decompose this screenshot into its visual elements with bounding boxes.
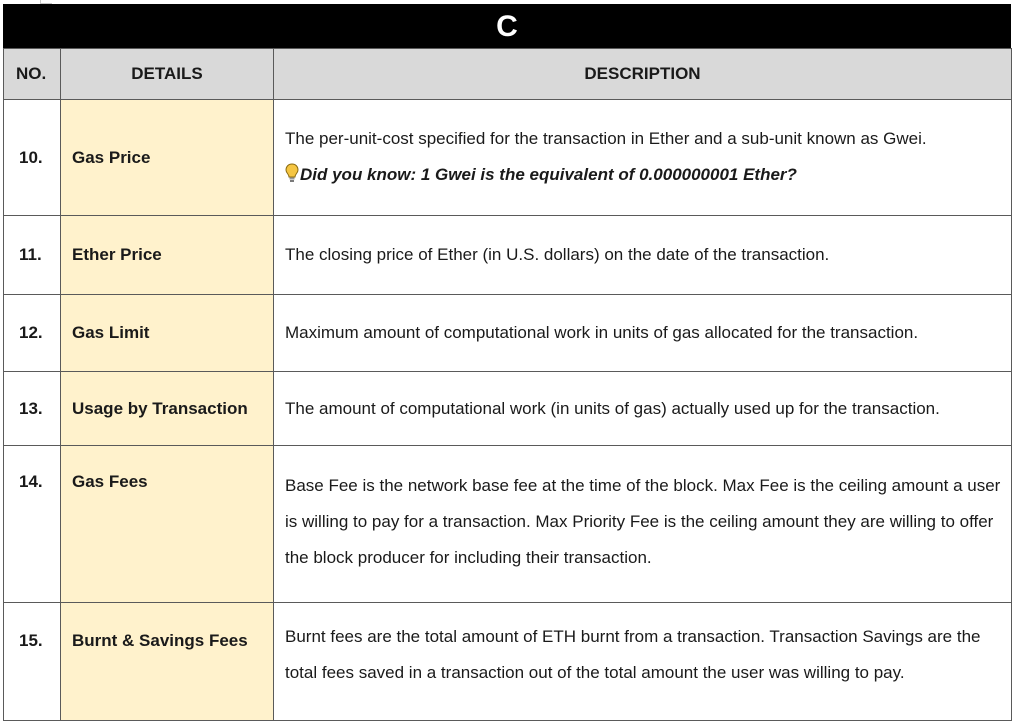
- reference-sheet: [3, 4, 1011, 721]
- lightbulb-icon: [285, 160, 299, 196]
- column-header-no: NO.: [4, 49, 61, 100]
- row-detail: Usage by Transaction: [61, 372, 274, 446]
- row-number: 15.: [4, 603, 61, 721]
- table-row: [4, 216, 1012, 295]
- column-header-description: DESCRIPTION: [274, 49, 1012, 100]
- header-row: [4, 49, 1012, 100]
- table-row: [4, 295, 1012, 372]
- row-detail: Ether Price: [61, 216, 274, 295]
- row-detail: Burnt & Savings Fees: [61, 603, 274, 721]
- column-header-details: DETAILS: [61, 49, 274, 100]
- row-number: 11.: [4, 216, 61, 295]
- row-description: [274, 100, 1012, 216]
- table-row: [4, 372, 1012, 446]
- row-description: The amount of computational work (in units of gas) actually used up for the transaction.: [274, 372, 1012, 446]
- row-detail: Gas Limit: [61, 295, 274, 372]
- row-number: 12.: [4, 295, 61, 372]
- table-row: [4, 603, 1012, 721]
- row-description: Base Fee is the network base fee at the time of the block. Max Fee is the ceiling amount a user is willing to pay for a transaction. Max Priority Fee is the ceiling amount they are willing to offer the block producer for including their transaction.: [274, 446, 1012, 603]
- row-detail: Gas Fees: [61, 446, 274, 603]
- tip-text: Did you know: 1 Gwei is the equivalent of 0.000000001 Ether?: [300, 165, 797, 184]
- row-description: The closing price of Ether (in U.S. dollars) on the date of the transaction.: [274, 216, 1012, 295]
- row-description: Maximum amount of computational work in units of gas allocated for the transaction.: [274, 295, 1012, 372]
- did-you-know-tip: [285, 157, 1003, 196]
- row-number: 10.: [4, 100, 61, 216]
- section-title: C: [3, 4, 1011, 48]
- row-description: Burnt fees are the total amount of ETH burnt from a transaction. Transaction Savings are the total fees saved in a transaction out of the total amount the user was willing to pay.: [274, 603, 1012, 721]
- definitions-table: [3, 48, 1012, 721]
- row-detail: Gas Price: [61, 100, 274, 216]
- row-number: 14.: [4, 446, 61, 603]
- table-row: [4, 100, 1012, 216]
- row-number: 13.: [4, 372, 61, 446]
- table-row: [4, 446, 1012, 603]
- row-description-text: The per-unit-cost specified for the transaction in Ether and a sub-unit known as Gwei.: [285, 129, 927, 148]
